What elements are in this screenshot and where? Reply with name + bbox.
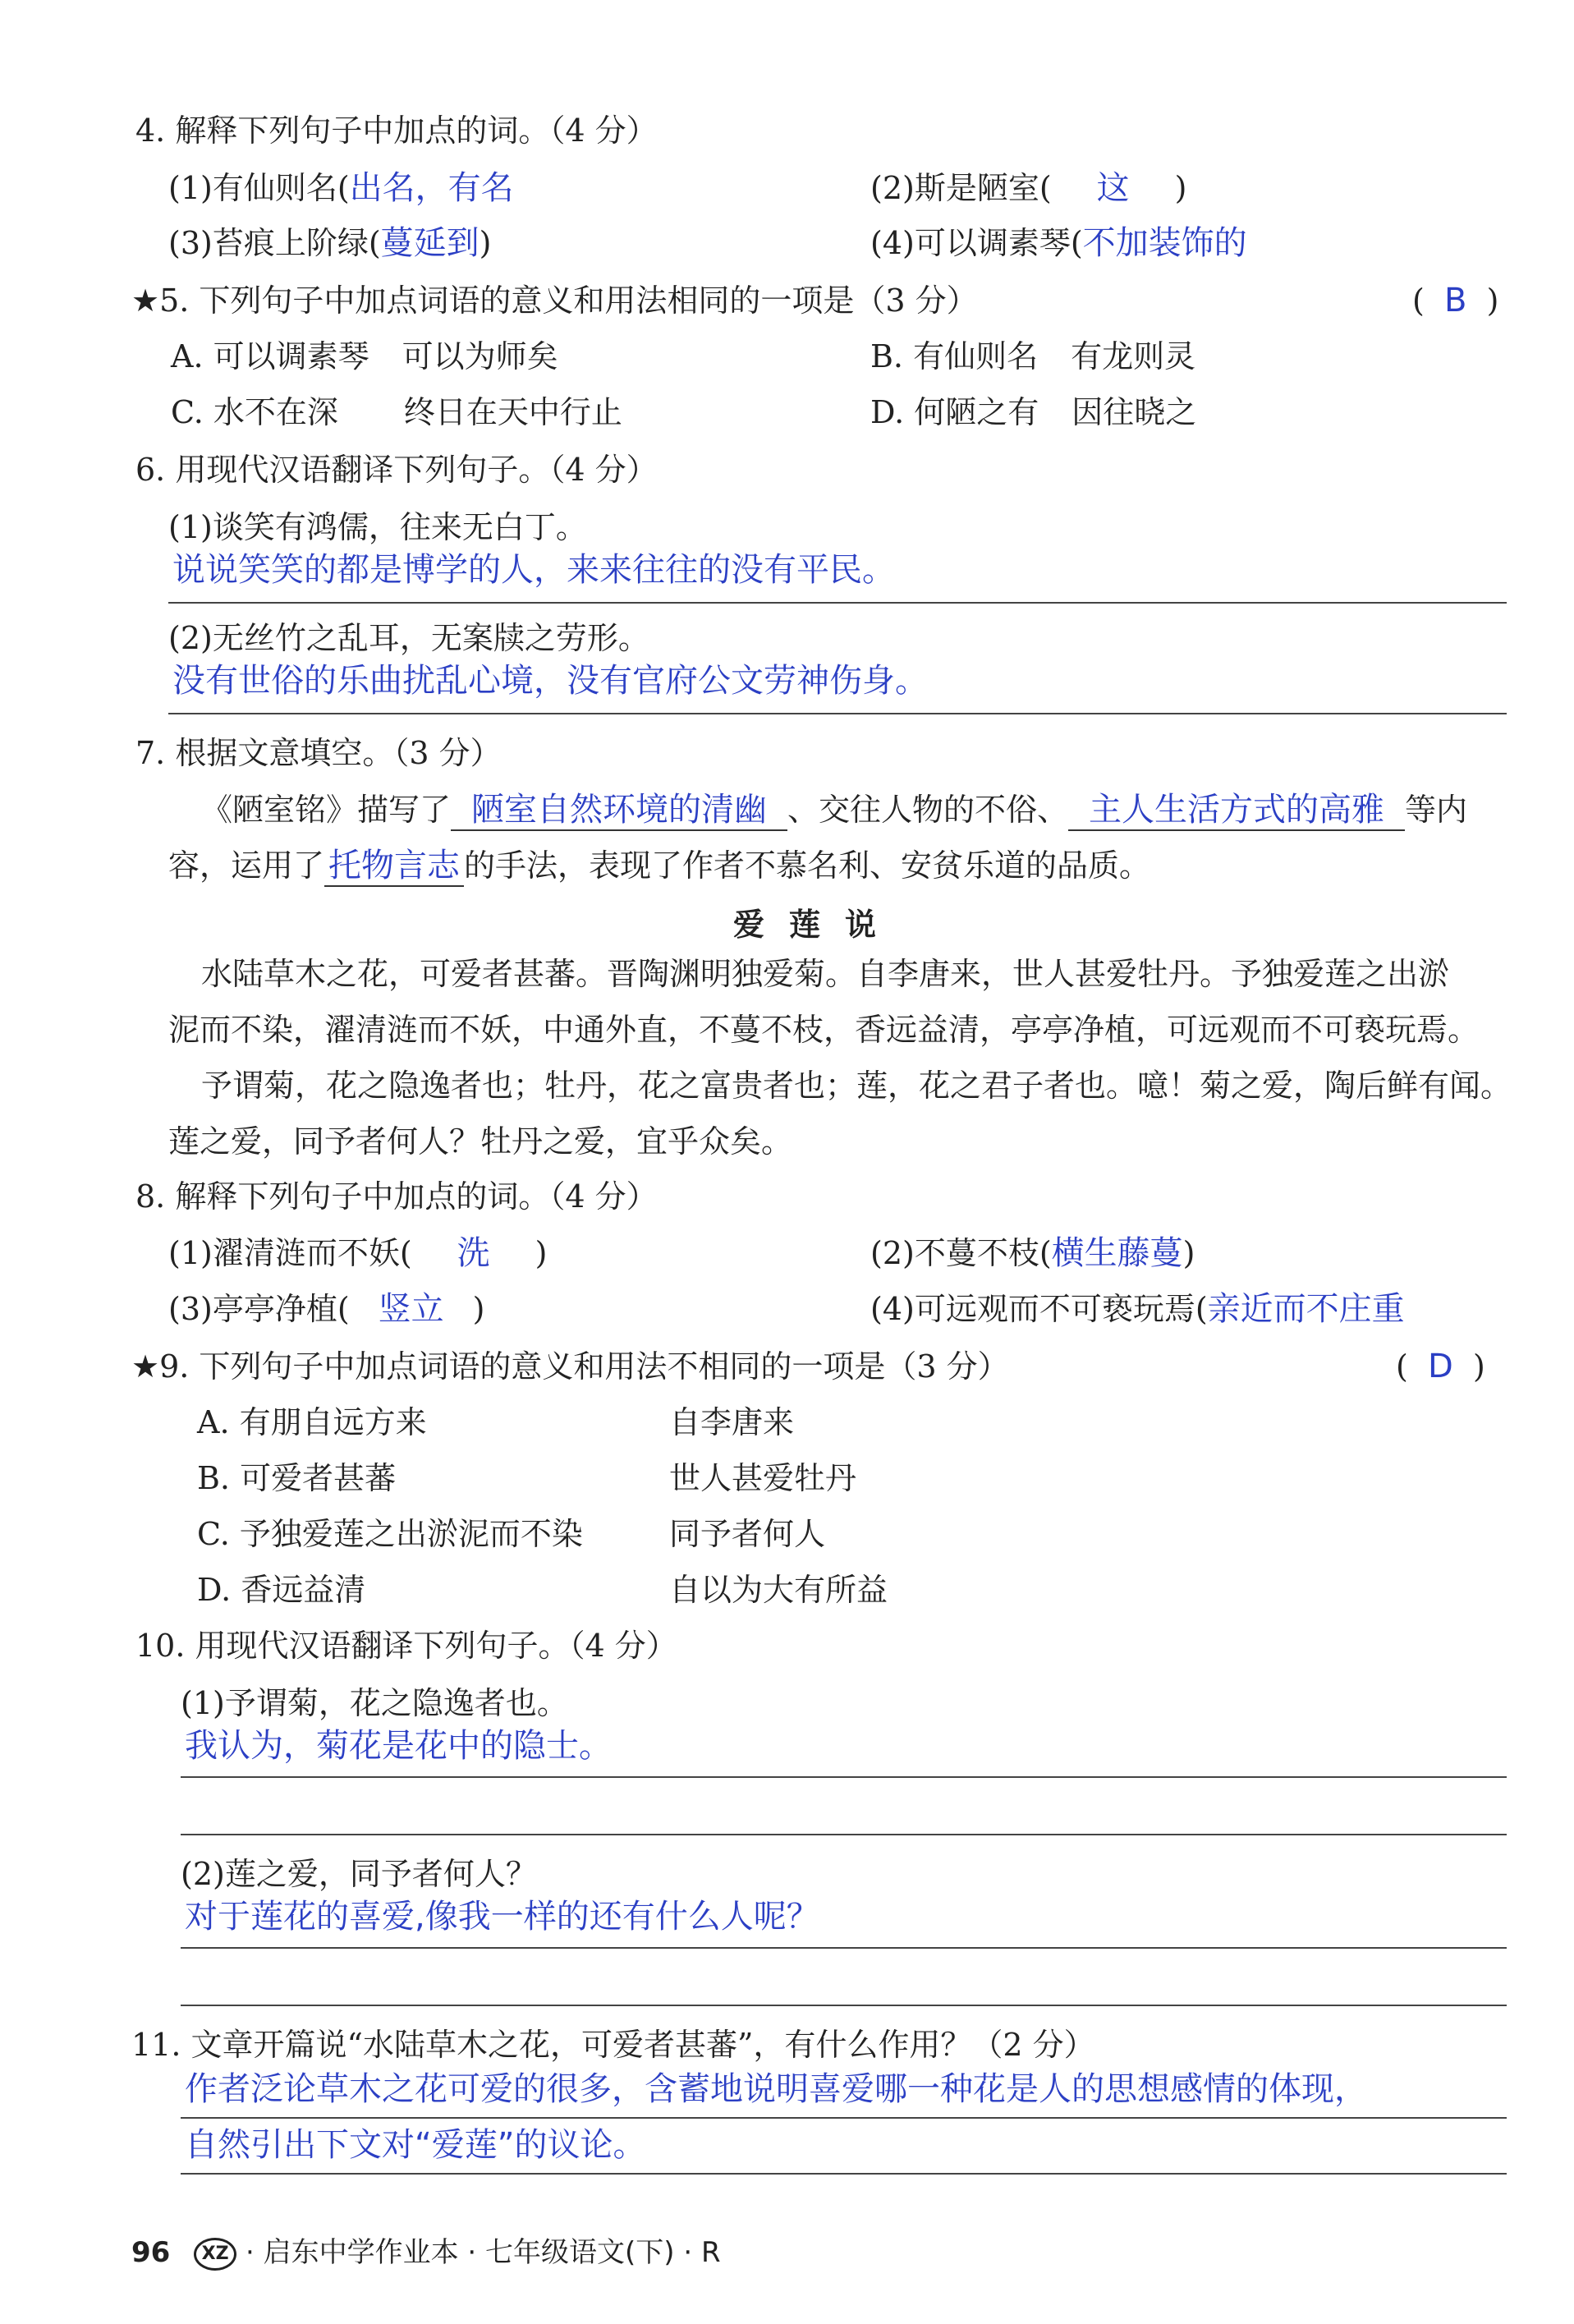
answer-line xyxy=(181,2173,1507,2175)
answer-line xyxy=(168,602,1507,604)
xz-badge-icon: XZ xyxy=(194,2238,236,2271)
q11-answer-2: 自然引出下文对“爱莲”的议论。 xyxy=(185,2126,646,2164)
q8-stem: 8. 解释下列句子中加点的词。（4 分） xyxy=(135,1178,658,1215)
footer-book-title: · 启东中学作业本 · 七年级语文(下) · R xyxy=(245,2236,721,2269)
q6-sentence-2: (2)无丝竹之乱耳，无案牍之劳形。 xyxy=(168,620,649,656)
q8-item-1: (1)濯清涟而不妖( 洗 ) xyxy=(168,1234,548,1272)
q11-stem: 11. 文章开篇说“水陆草木之花，可爱者甚蕃”，有什么作用？（2 分） xyxy=(131,2027,1095,2063)
q6-answer-2: 没有世俗的乐曲扰乱心境，没有官府公文劳神伤身。 xyxy=(172,662,928,700)
poem-line-4: 莲之爱，同予者何人？牡丹之爱，宜乎众矣。 xyxy=(168,1123,793,1160)
poem-line-2: 泥而不染，濯清涟而不妖，中通外直，不蔓不枝，香远益清，亭亭净植，可远观而不可亵玩焉。 xyxy=(168,1012,1480,1048)
q5-stem: ★5. 下列句子中加点词语的意义和用法相同的一项是（3 分） xyxy=(131,282,978,319)
q9-option-a: A. 有朋自远方来 xyxy=(197,1404,427,1440)
q4-stem: 4. 解释下列句子中加点的词。（4 分） xyxy=(135,113,658,149)
page-footer xyxy=(131,2230,721,2271)
q8-item-4: (4)可远观而不可亵玩焉(亲近而不庄重 xyxy=(870,1290,1405,1328)
q9-option-b: B. 可爱者甚蕃 xyxy=(197,1460,397,1496)
q7-stem: 7. 根据文意填空。（3 分） xyxy=(135,735,502,771)
q5-option-b: B. 有仙则名 有龙则灵 xyxy=(870,338,1196,374)
answer-line xyxy=(181,1947,1507,1949)
answer-line xyxy=(181,1834,1507,1835)
q9-option-b-b: 世人甚爱牡丹 xyxy=(669,1460,857,1496)
star-icon: ★ xyxy=(131,282,160,319)
star-icon: ★ xyxy=(131,1348,160,1385)
q9-option-a-b: 自李唐来 xyxy=(669,1404,795,1440)
q10-stem: 10. 用现代汉语翻译下列句子。（4 分） xyxy=(135,1628,677,1664)
q4-item-1: (1)有仙则名(出名，有名 xyxy=(168,169,514,207)
q5-option-d: D. 何陋之有 因往晓之 xyxy=(870,394,1197,430)
q10-answer-1: 我认为，菊花是花中的隐士。 xyxy=(185,1727,612,1765)
q5-option-c: C. 水不在深 终日在天中行止 xyxy=(171,394,622,430)
q11-answer-1: 作者泛论草木之花可爱的很多，含蓄地说明喜爱哪一种花是人的思想感情的体现， xyxy=(185,2070,1367,2108)
answer-line xyxy=(181,2005,1507,2006)
answer-line xyxy=(181,1776,1507,1778)
q9-answer-box: ( D ) xyxy=(1396,1348,1485,1385)
answer-line xyxy=(168,713,1507,714)
q5-option-a: A. 可以调素琴 可以为师矣 xyxy=(171,338,558,374)
q5-answer-box: ( B ) xyxy=(1412,282,1499,319)
q8-item-3: (3)亭亭净植( 竖立 ) xyxy=(168,1290,485,1328)
q7-line-1: 《陋室铭》描写了 陋室自然环境的清幽 、交往人物的不俗、 主人生活方式的高雅 等内 xyxy=(201,790,1467,831)
q10-answer-2: 对于莲花的喜爱,像我一样的还有什么人呢？ xyxy=(185,1898,819,1936)
q9-option-c: C. 予独爱莲之出淤泥而不染 xyxy=(197,1516,583,1552)
poem-title: 爱莲说 xyxy=(733,907,902,943)
q4-item-3: (3)苔痕上阶绿(蔓延到) xyxy=(168,224,492,262)
q6-sentence-1: (1)谈笑有鸿儒，往来无白丁。 xyxy=(168,509,587,545)
q9-option-d-b: 自以为大有所益 xyxy=(669,1572,888,1608)
q10-sentence-2: (2)莲之爱，同予者何人？ xyxy=(181,1856,537,1892)
q8-item-2: (2)不蔓不枝(横生藤蔓) xyxy=(870,1234,1195,1272)
answer-line xyxy=(181,2117,1507,2119)
page-number: 96 xyxy=(131,2236,171,2269)
q10-sentence-1: (1)予谓菊，花之隐逸者也。 xyxy=(181,1685,568,1721)
q9-stem: ★9. 下列句子中加点词语的意义和用法不相同的一项是（3 分） xyxy=(131,1348,1009,1385)
poem-line-3: 予谓菊，花之隐逸者也；牡丹，花之富贵者也；莲，花之君子者也。噫！菊之爱，陶后鲜有闻。 xyxy=(201,1068,1512,1104)
q7-line-2: 容，运用了 托物言志 的手法，表现了作者不慕名利、安贫乐道的品质。 xyxy=(168,846,1150,887)
q6-answer-1: 说说笑笑的都是博学的人，来来往往的没有平民。 xyxy=(172,551,895,589)
q4-item-4: (4)可以调素琴(不加装饰的 xyxy=(870,224,1247,262)
q9-option-d: D. 香远益清 xyxy=(197,1572,366,1608)
q4-item-2: (2)斯是陋室( 这 ) xyxy=(870,169,1187,207)
q6-stem: 6. 用现代汉语翻译下列句子。（4 分） xyxy=(135,452,658,488)
poem-line-1: 水陆草木之花，可爱者甚蕃。晋陶渊明独爱菊。自李唐来，世人甚爱牡丹。予独爱莲之出淤 xyxy=(201,956,1450,992)
q9-option-c-b: 同予者何人 xyxy=(669,1516,826,1552)
